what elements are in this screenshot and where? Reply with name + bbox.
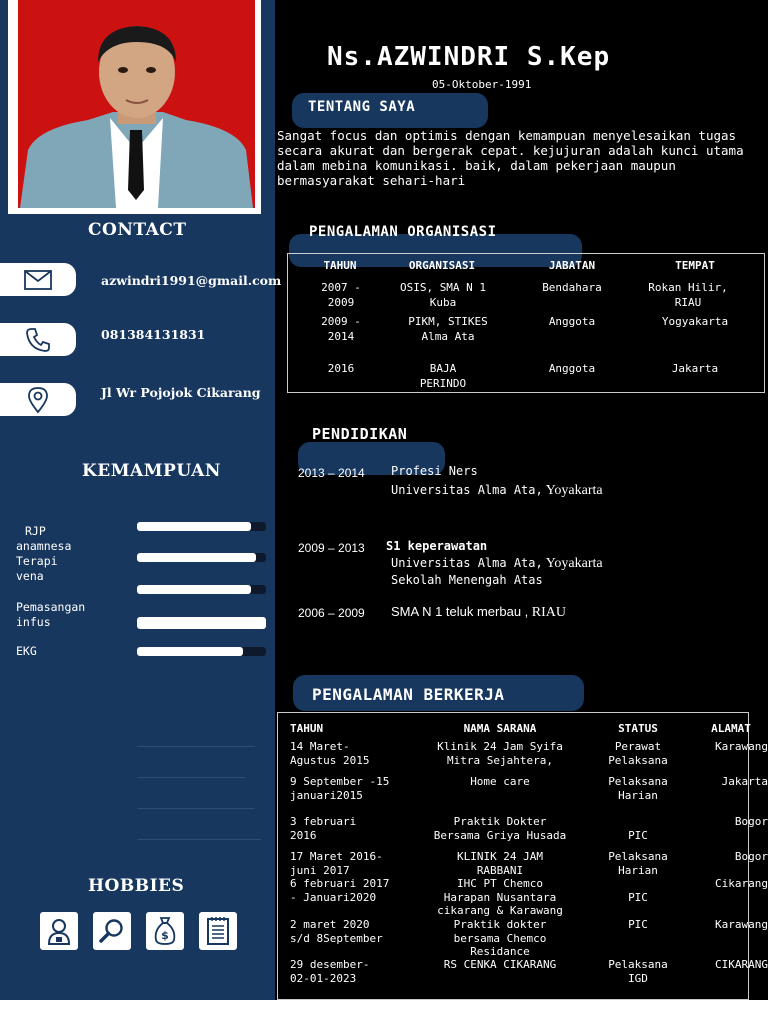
skill-bar <box>137 647 266 656</box>
work-cell-sarana: Praktik Dokter Bersama Griya Husada <box>433 815 567 842</box>
organization-title: PENGALAMAN ORGANISASI <box>309 224 497 240</box>
work-cell-tahun: 9 September -15 januari2015 <box>290 775 390 802</box>
profile-photo <box>18 0 255 208</box>
hobbies-heading: HOBBIES <box>88 876 185 896</box>
work-cell-tahun: 14 Maret- Agustus 2015 <box>290 740 370 767</box>
org-cell: PIKM, STIKES Alma Ata <box>408 315 488 343</box>
education-school-name: Universitas Alma Ata, <box>391 483 543 497</box>
phone-icon <box>25 327 51 353</box>
contact-email[interactable]: azwindri1991@gmail.com <box>101 273 282 288</box>
divider <box>137 777 245 778</box>
education-school <box>391 603 566 622</box>
org-header-organisasi: ORGANISASI <box>408 259 476 272</box>
work-cell-tahun: 2 maret 2020 s/d 8September <box>290 918 383 945</box>
work-cell-tahun: 6 februari 2017 - Januari2020 <box>290 877 390 904</box>
envelope-icon <box>24 270 52 290</box>
education-years: 2009 – 2013 <box>298 541 365 555</box>
email-icon-badge <box>0 263 76 296</box>
work-cell-alamat: Karawang <box>715 740 768 753</box>
magnifier-icon <box>93 912 131 950</box>
skill-bar <box>137 522 266 531</box>
skill-bar-fill <box>137 522 251 531</box>
money-bag-icon <box>146 912 184 950</box>
work-cell-status: Perawat Pelaksana <box>608 740 668 767</box>
education-school <box>391 481 603 500</box>
work-cell-sarana: KLINIK 24 JAM RABBANI <box>456 850 544 877</box>
org-cell: Anggota <box>548 362 596 375</box>
contact-phone[interactable]: 081384131831 <box>101 327 206 342</box>
work-cell-tahun: 29 desember- 02-01-2023 <box>290 958 370 985</box>
education-school-name: SMA N 1 teluk merbau , <box>391 604 529 619</box>
work-header-sarana: NAMA SARANA <box>463 722 537 735</box>
skill-label-rjp: RJP <box>25 524 46 538</box>
work-cell-status: Pelaksana Harian <box>608 775 668 802</box>
candidate-name: Ns.AZWINDRI S.Kep <box>327 42 611 72</box>
about-title: TENTANG SAYA <box>308 99 416 115</box>
work-cell-sarana: IHC PT Chemco Harapan Nusantara cikarang & Karawang <box>437 877 563 917</box>
org-header-tempat: TEMPAT <box>675 259 715 272</box>
education-school-name: Universitas Alma Ata, <box>391 556 543 570</box>
person-icon <box>40 912 78 950</box>
work-cell-status: PIC <box>628 890 648 904</box>
work-header-status: STATUS <box>618 722 658 735</box>
skills-heading: KEMAMPUAN <box>82 461 221 481</box>
org-cell: Rokan Hilir, RIAU <box>648 281 728 309</box>
skill-bar <box>137 617 266 629</box>
work-cell-alamat: Jakarta <box>721 775 768 788</box>
contact-heading: CONTACT <box>88 220 187 240</box>
education-school-city: Yoyakarta <box>542 483 603 498</box>
work-title: PENGALAMAN BERKERJA <box>312 685 505 704</box>
work-cell-alamat: CIKARANG <box>715 958 768 971</box>
org-cell: Jakarta <box>671 362 719 375</box>
org-cell: 2009 - 2014 <box>321 315 361 343</box>
skill-bar-fill <box>137 617 266 629</box>
work-cell-sarana: Klinik 24 Jam Syifa Mitra Sejahtera, <box>437 740 563 767</box>
contact-address: Jl Wr Pojojok Cikarang <box>101 385 261 400</box>
skill-bar <box>137 553 266 562</box>
education-years: 2013 – 2014 <box>298 466 365 480</box>
work-cell-sarana: Praktik dokter bersama Chemco Residance <box>453 918 547 958</box>
skill-label-ekg: EKG <box>16 644 37 658</box>
work-cell-status: Pelaksana IGD <box>608 958 668 985</box>
org-cell: OSIS, SMA N 1 Kuba <box>399 281 487 309</box>
work-header-alamat: ALAMAT <box>711 722 751 735</box>
education-school-city: Yoyakarta <box>542 556 603 571</box>
education-years: 2006 – 2009 <box>298 606 365 620</box>
divider <box>137 808 255 809</box>
work-header-tahun: TAHUN <box>290 722 324 735</box>
location-icon-badge <box>0 383 76 416</box>
work-cell-alamat: Cikarang <box>715 877 768 890</box>
skill-bar-fill <box>137 647 243 656</box>
education-degree: S1 keperawatan <box>386 539 488 553</box>
skill-bar-fill <box>137 585 251 594</box>
divider <box>137 839 261 840</box>
org-cell: 2016 <box>327 362 355 375</box>
work-cell-alamat: Karawang <box>715 918 768 931</box>
notepad-icon <box>199 912 237 950</box>
skill-bar <box>137 585 266 594</box>
divider <box>137 746 255 747</box>
education-title: PENDIDIKAN <box>312 425 408 443</box>
org-cell: Anggota <box>548 315 596 328</box>
work-cell-alamat: Bogor <box>734 850 768 863</box>
skill-bar-fill <box>137 553 256 562</box>
org-header-tahun: TAHUN <box>323 259 357 272</box>
org-header-jabatan: JABATAN <box>548 259 596 272</box>
work-cell-alamat: Bogor <box>734 815 768 828</box>
org-cell: 2007 - 2009 <box>321 281 361 309</box>
education-school: Sekolah Menengah Atas <box>391 573 543 587</box>
work-cell-sarana: Home care <box>470 775 530 788</box>
work-cell-status: PIC <box>628 828 648 842</box>
work-cell-status: Pelaksana Harian <box>608 850 668 877</box>
education-school-city: RIAU <box>528 605 567 620</box>
org-cell: BAJA PERINDO <box>419 362 467 390</box>
work-cell-sarana: RS CENKA CIKARANG <box>443 958 557 971</box>
org-cell: Bendahara <box>542 281 602 294</box>
work-cell-tahun: 3 februari 2016 <box>290 815 357 842</box>
phone-icon-badge <box>0 323 76 356</box>
org-cell: Yogyakarta <box>661 315 729 328</box>
skill-label-terapi-vena: Terapi vena <box>16 554 58 583</box>
page-bottom-margin <box>0 1000 768 1024</box>
work-cell-status: PIC <box>628 918 648 931</box>
svg-text:$: $ <box>161 929 169 942</box>
date-of-birth: 05-Oktober-1991 <box>432 78 532 91</box>
work-cell-tahun: 17 Maret 2016- juni 2017 <box>290 850 383 877</box>
location-pin-icon <box>27 386 49 414</box>
skill-label-anamnesa: anamnesa <box>16 539 72 553</box>
about-text: Sangat focus dan optimis dengan kemampuan menyelesaikan tugas secara akurat dan bergerak cepat. kejujuran adalah kunci utama dalam mebina komunikasi. baik, dalam pekerjaan maupun bermasyarakat sehari-hari <box>277 128 744 188</box>
skill-label-infus: Pemasangan infus <box>16 600 86 629</box>
education-degree: Profesi Ners <box>391 464 478 478</box>
